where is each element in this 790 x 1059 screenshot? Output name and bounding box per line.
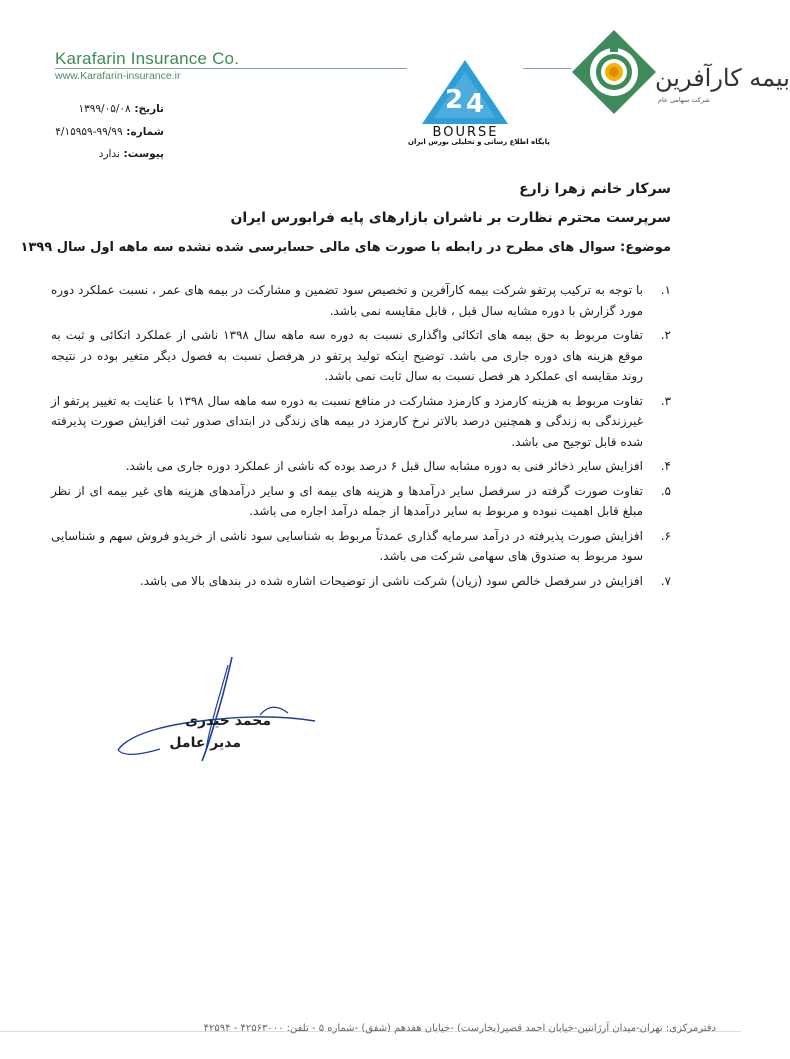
item-number: ۶.	[660, 528, 671, 543]
item-number: ۳.	[660, 393, 671, 408]
item-text: با توجه به ترکیب پرتفو شرکت بیمه کارآفرین و تخصیص سود تضمین و مشارکت در بیمه های عمر ، نسبت عملکرد دوره مورد گزارش با دوره مشابه سال قبل ، قابل مقایسه نمی باشد.	[51, 283, 643, 318]
header-divider	[55, 68, 407, 69]
list-item	[51, 325, 671, 387]
item-text: افزایش در سرفصل خالص سود (زیان) شرکت ناشی از توضیحات اشاره شده در بندهای بالا می باشد.	[139, 573, 643, 588]
karafarin-subtitle: شرکت سهامی عام	[658, 96, 710, 104]
karafarin-logotype: بیمه کارآفرین	[655, 64, 790, 92]
list-item	[51, 571, 671, 592]
bourse-wordmark: BOURSE	[432, 125, 499, 140]
item-text: افزایش صورت پذیرفته در درآمد سرمایه گذاری عمدتاً مربوط به شناسایی سود ناشی از خریدو فروش سهم و شناسایی سود مربوط به صندوق های سهامی شرکت می باشد.	[51, 528, 643, 563]
list-item	[51, 481, 671, 522]
addressee-title: سرپرست محترم نظارت بر ناشران بازارهای پایه فرابورس ایران	[230, 210, 671, 226]
item-number: ۲.	[660, 328, 671, 342]
company-url: www.Karafarin-insurance.ir	[55, 70, 181, 82]
company-name: Karafarin Insurance Co.	[55, 49, 240, 68]
addressee: سرکار خانم زهرا زارع	[519, 181, 671, 197]
karafarin-emblem-icon	[570, 28, 658, 116]
signatory-name: محمد حیدری	[185, 713, 271, 729]
signatory-role: مدیر عامل	[169, 735, 241, 751]
bourse-logo-glyph: 2	[445, 85, 464, 115]
letter-number	[55, 126, 164, 138]
item-text: تفاوت مربوط به هزینه کارمزد و کارمزد مشارکت در منافع نسبت به دوره سه ماهه سال ۱۳۹۸ با عنایت به تغییر پرتفو از غیرزندگی به زندگی و همچنین درصد بالاتر نرخ کارمزد در بیمه های زندگی در ابتدای صدور ثبت افزایش صورت پذیرفته شده قابل توجیح می باشد.	[51, 393, 643, 449]
date-label: تاریخ:	[134, 103, 164, 115]
item-text: افزایش سایر ذخائر فنی به دوره مشابه سال قبل ۶ درصد بوده که ناشی از عملکرد دوره جاری می باشد.	[125, 459, 643, 473]
number-value: ۹۹/۹۹-۴/۱۵۹۵۹	[55, 126, 123, 138]
list-item	[51, 280, 671, 321]
item-text: تفاوت مربوط به حق بیمه های اتکائی واگذاری نسبت به دوره سه ماهه سال ۱۳۹۸ ناشی از عملکرد اتکائی و ثبت به موقع هزینه های دوره جاری می باشد. توضیح اینکه تولید پرتفو در هرفصل نسبت به فصول دیگر متغیر بوده در نتیجه روند مقایسه ای عملکرد هر فصل نسبت به سال ثابت نمی باشد.	[51, 328, 644, 383]
bourse-logo-glyph: 4	[466, 89, 485, 119]
footer-address: دفترمرکزی: تهران-میدان آرژانتین-خیابان احمد قصیر(بخارست) -خیابان هفدهم (شفق) -شماره ۵ - تلفن: ۴۲۵۶۳۰۰۰ - ۴۲۵۹۴	[203, 1023, 716, 1034]
bourse-tagline: پایگاه اطلاع رسانی و تحلیلی بورس ایران	[408, 138, 550, 146]
number-label: شماره:	[126, 126, 164, 138]
attachment-value: ندارد	[98, 148, 120, 160]
item-number: ۵.	[660, 483, 671, 498]
list-item	[51, 456, 671, 477]
list-item	[51, 391, 671, 453]
item-text: تفاوت صورت گرفته در سرفصل سایر درآمدها و هزینه های بیمه ای و سایر درآمدهای هزینه های غیر بیمه ای از نظر مبلغ قابل اهمیت نبوده و مربوط به سایر درآمدها از جمله درآمد اجاره می باشد.	[51, 483, 643, 518]
letter-date	[79, 103, 165, 115]
letter-attachment	[99, 148, 164, 160]
item-number: ۴.	[660, 459, 671, 473]
answer-list	[51, 280, 671, 595]
attachment-label: پیوست:	[123, 148, 164, 160]
item-number: ۱.	[660, 283, 671, 297]
item-number: ۷.	[660, 573, 671, 588]
subject-line: موضوع: سوال های مطرح در رابطه با صورت های مالی حسابرسی شده نشده سه ماهه اول سال ۱۳۹۹	[20, 240, 671, 255]
list-item	[51, 526, 671, 567]
date-value: ۱۳۹۹/۰۵/۰۸	[78, 103, 131, 115]
header-divider	[523, 68, 571, 69]
